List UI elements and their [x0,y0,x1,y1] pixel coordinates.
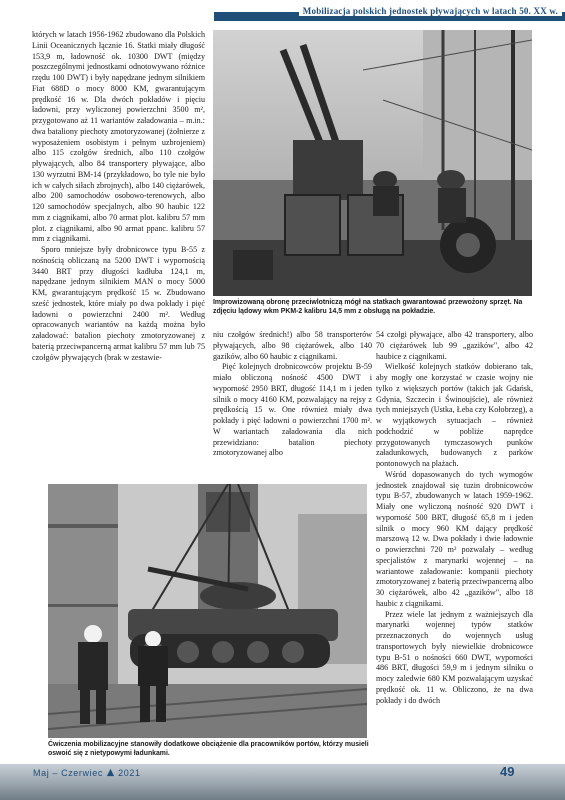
column-3-paragraph-3: Wśród dopasowanych do tych wymogów jednostek znajdował się tuzin drobnicowców typu B-57, zbudowanych w latach 1959-1962. Miały one wyliczoną nośność 920 DWT i wyporność 500 BRT, długość 65,8 m i jeden silnik o mocy 960 KM dający prędkość marszową 12 w. Dwa pokłady i dwie ładownie o powierzchni 720 m² pozwalały – według specjalistów z marynarki wojennej – na wariantowe załadowanie: kompanii piechoty zmotoryzowanej z baterią przeciwpancerną albo 30 ciężarówek, albo 42 „gazików", albo 18 haubic z ciągnikami. [376,469,533,608]
photo-tank-loading-image [48,484,367,738]
column-3 [376,330,533,706]
photo-tank-loading [48,484,367,738]
page-footer [0,752,565,800]
running-header [0,0,565,26]
column-2 [213,330,372,459]
column-2-paragraph-2: Pięć kolejnych drobnicowców projektu B-59 miało obliczoną nośność 4500 DWT i wyporność 2950 BRT, długość 114,1 m i jeden silnik o mocy 4160 KM, pozwalający na rejsy z prędkością 15 w. One również miały dwa pokłady i pięć ładowni o powierzchni 1700 m². W wariantach załadowania dla nich przewidziano: batalion piechoty zmotoryzowanej albo [213,362,372,458]
photo-anti-aircraft-gun [213,30,532,296]
column-1 [32,30,205,363]
column-3-paragraph-1: 54 czołgi pływające, albo 42 transportery, albo 70 ciężarówek lub 99 „gazików", albo 42 haubice z ciągnikami. [376,330,533,361]
page-number: 49 [500,764,515,779]
magazine-logo-icon [106,768,115,777]
column-1-paragraph-2: Sporo mniejsze były drobnicowce typu B-55 z nośnością obliczaną na 5200 DWT i wypornością 3440 BRT przy długości kadłuba 124,1 m, napędzane jednym silnikiem MAN o mocy 5000 KM, gwarantującym prędkość 15 w. Zbudowano sześć jednostek, które miały po dwa pokłady i pięć ładowni o powierzchni 2400 m². Według opracowanych wariantów na każdą można było załadować: batalion piechoty zmotoryzowanej z baterią przeciwpancerną armat kalibru 57 mm lub 75 czołgów pływających (brak w zestawie- [32,245,205,362]
issue-year: 2021 [118,768,141,778]
issue-date [33,768,141,778]
column-2-paragraph-1: niu czołgów średnich!) albo 58 transporterów pływających, albo 98 ciężarówek, albo 140 gazików, albo 60 haubic z ciągnikami. [213,330,372,361]
header-title: Mobilizacja polskich jednostek pływających w latach 50. XX w. [170,6,562,16]
column-3-paragraph-4: Przez wiele lat jednym z ważniejszych dla marynarki wojennej typów statków przeznaczonych do wojennych usług transportowych były niewielkie drobnicowce typu B-51 o nośności 660 DWT, wyporności 486 BRT, długości 59,9 m i jednym silniku o mocy zaledwie 680 KM pozwalającym uzyskać prędkość ok. 11 w. Obliczono, że na dwa pokłady i do dwóch [376,609,533,705]
photo-1-caption: Improwizowaną obronę przeciwlotniczą mógł na statkach gwarantować przewożony sprzęt. Na zdjęciu lądowy wkm PKM-2 kalibru 14,5 mm z obsługą na pokładzie. [213,299,523,315]
column-1-paragraph-1: których w latach 1956-1962 zbudowano dla Polskich Linii Oceanicznych łącznie 16. Statki miały długość 153,9 m, ładowność ok. 10300 DWT (między poszczególnymi jednostkami odnotowywano różnice rzędu 100 DWT) i były napędzane jednym silnikiem Fiat 688D o mocy 8000 KM, gwarantującym prędkość 16 w. Dla dwóch pokładów i pięciu ładowni, przy wyliczonej powierzchni 3500 m², przygotowano aż 11 wariantów załadowania – m.in.: dwa bataliony piechoty zmotoryzowanej (żołnierze z wyposażeniem osobistym i pełnym uzbrojeniem) albo 115 czołgów średnich, albo 110 czołgów pływających, albo 84 transportery pływające, albo 130 wyrzutni BM-14 (przykładowo, bo tyle nie było ich w całych siłach zbrojnych), albo 140 ciężarówek, albo 200 samochodów osobowo-terenowych, albo 120 samochodów specjalnych, albo 90 haubic 122 mm z ciągnikami, albo 70 armat plot. kalibru 57 mm plot. z ciągnikami, albo 90 armat ppanc. kalibru 57 mm z ciągnikami. [32,30,205,244]
photo-2-caption: Ćwiczenia mobilizacyjne stanowiły dodatkowe obciążenie dla pracowników portów, którzy musieli oswoić się z nietypowymi ładunkami. [48,741,369,757]
issue-months: Maj – Czerwiec [33,768,103,778]
column-3-paragraph-2: Wielkość kolejnych statków dobierano tak, aby mogły one korzystać w czasie wojny nie tylko z większych portów (takich jak Gdańsk, Gdynia, Szczecin i Świnoujście), ale również tych mniejszych (Ustka, Łeba czy Kołobrzeg), a w wyjątkowych sytuacjach – również podchodzić w pobliże naprędce przygotowanych tymczasowych punków załadunkowych, budowanych z parków pontonowych na plażach. [376,362,533,468]
photo-anti-aircraft-gun-image [213,30,532,296]
